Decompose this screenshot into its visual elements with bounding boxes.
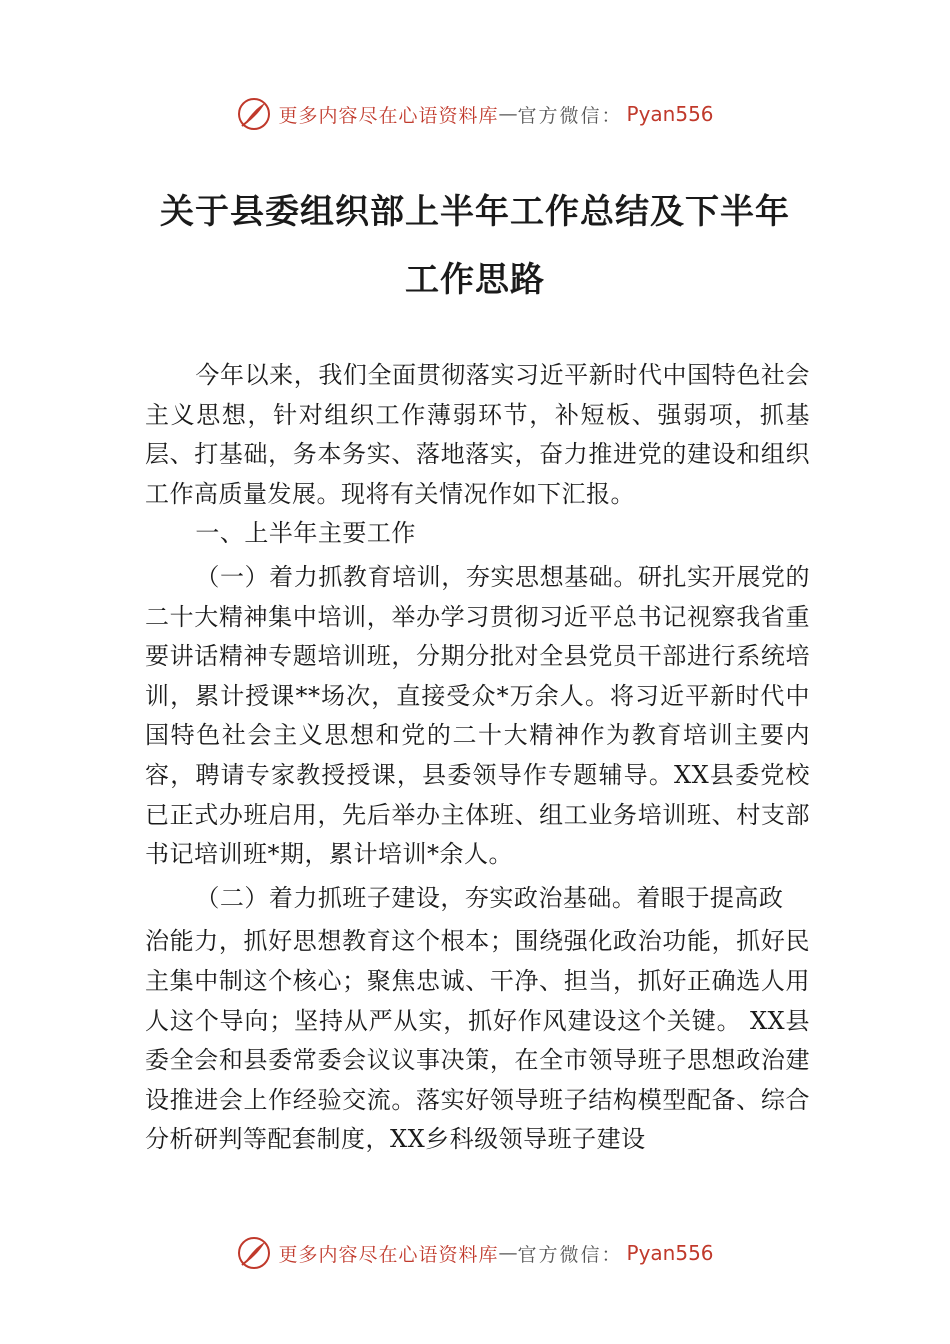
document-body (145, 356, 810, 1160)
watermark-brand: 更多内容尽在心语资料库 (278, 1243, 499, 1266)
title-line-1: 关于县委组织部上半年工作总结及下半年 (160, 192, 790, 232)
watermark-separator: — (498, 1242, 518, 1264)
watermark-wechat-id: Pyan556 (626, 1241, 714, 1265)
paragraph-intro: 今年以来，我们全面贯彻落实习近平新时代中国特色社会主义思想，针对组织工作薄弱环节，补短板、强弱项，抓基层、打基础，务本务实、落地落实，奋力推进党的建设和组织工作高质量发展。现将有关情况作如下汇报。 (145, 361, 810, 508)
watermark-wechat-label: 官方微信 (517, 104, 602, 127)
paragraph-item-1: （一）着力抓教育培训，夯实思想基础。研扎实开展党的二十大精神集中培训，举办学习贯彻习近平总书记视察我省重要讲话精神专题培训班，分期分批对全县党员干部进行系统培训，累计授课**场次，直接受众*万余人。将习近平新时代中国特色社会主义思想和党的二十大精神作为教育培训主要内容，聘请专家教授授课，县委领导作专题辅导。XX县委党校已正式办班启用，先后举办主体班、组工业务培训班、村支部书记培训班*期，累计培训*余人。 (145, 562, 810, 869)
watermark-colon: ： (601, 1243, 621, 1266)
watermark-wechat-label: 官方微信 (517, 1243, 602, 1266)
section-heading: 一、上半年主要工作 (195, 519, 416, 548)
title-line-2: 工作思路 (405, 260, 545, 300)
watermark-separator: — (498, 103, 518, 125)
header-watermark (0, 94, 950, 134)
watermark-colon: ： (601, 104, 621, 127)
footer-watermark (0, 1233, 950, 1273)
paragraph-item-2-lead: （二）着力抓班子建设，夯实政治基础。着眼于提高政 (195, 883, 784, 912)
watermark-wechat-id: Pyan556 (626, 102, 714, 126)
document-title (100, 178, 850, 314)
paragraph-item-2-body: 治能力，抓好思想教育这个根本；围绕强化政治功能，抓好民主集中制这个核心；聚焦忠诚、干净、担当，抓好正确选人用人这个导向；坚持从严从实，抓好作风建设这个关键。 XX县委全会和县委常委会议议事决策，在全市领导班子思想政治建设推进会上作经验交流。落实好领导班子结构模型配备、综合分析研判等配套制度，XX乡科级领导班子建设 (145, 927, 810, 1154)
quill-pen-logo-icon (236, 96, 272, 132)
watermark-brand: 更多内容尽在心语资料库 (278, 104, 499, 127)
quill-pen-logo-icon (236, 1235, 272, 1271)
